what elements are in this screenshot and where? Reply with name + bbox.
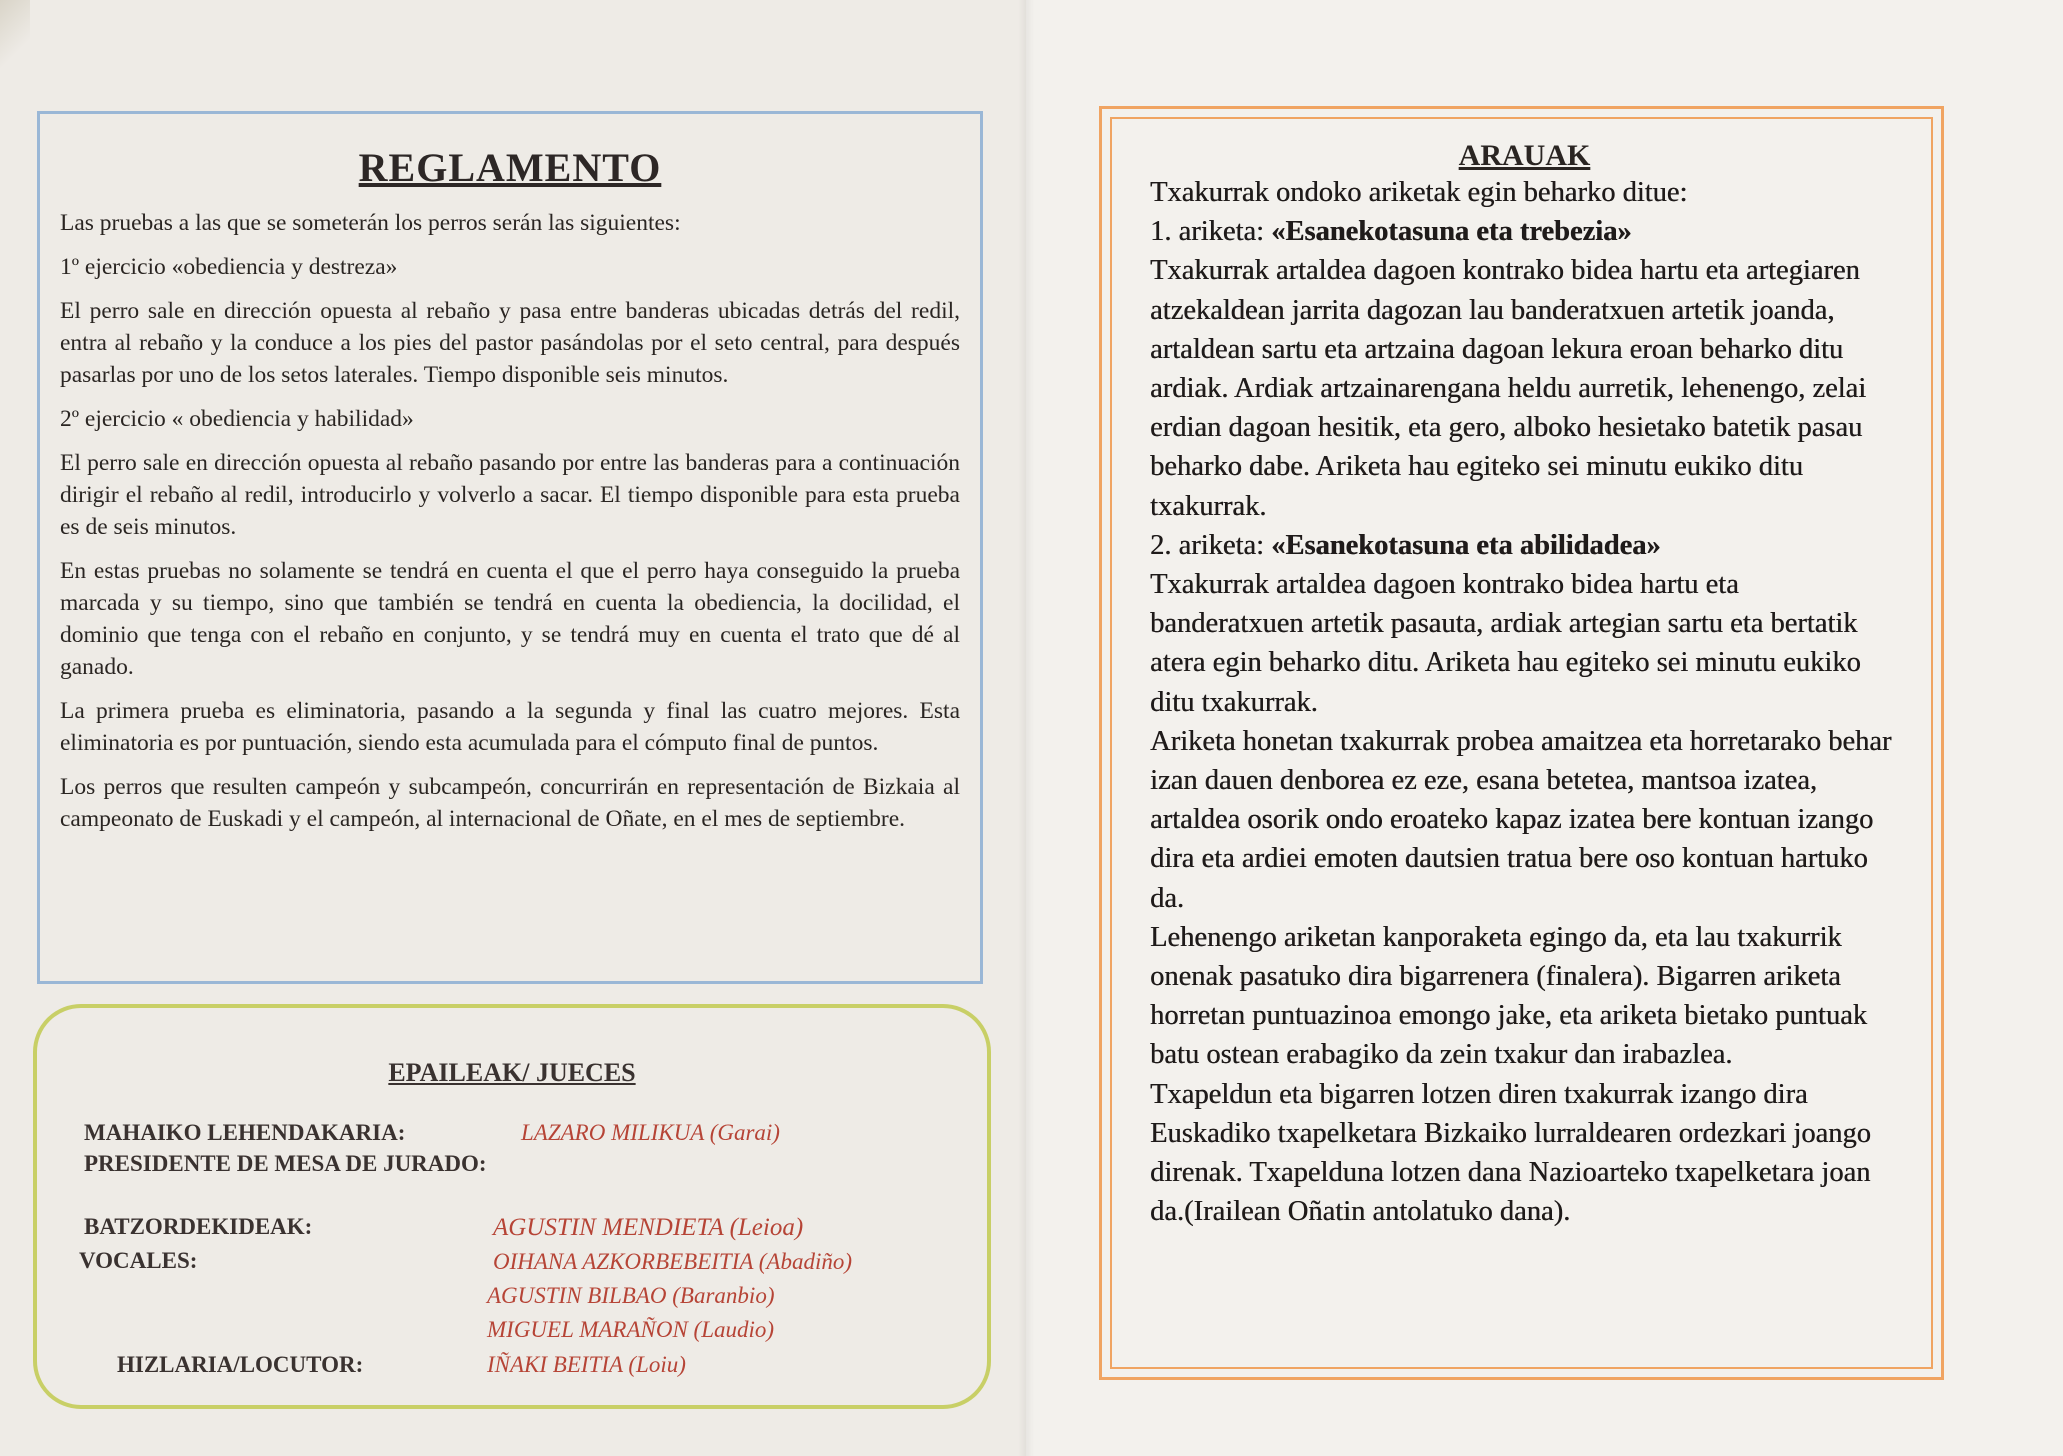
label-vocales-es: VOCALES: [79, 1248, 198, 1273]
ariketa-2-prefix: 2. ariketa: [1150, 529, 1272, 561]
ariketa-1-prefix: 1. ariketa: [1150, 216, 1272, 248]
eliminatoria-paragraph: La primera prueba es eliminatoria, pasando a la segunda y final las cuatro mejores. Esta eliminatoria es por puntuación, siendo esta acumulada para el cómputo final de puntos. [60, 698, 960, 756]
ejercicio-1-title: 1º ejercicio «obediencia y destreza» [60, 254, 398, 280]
label-presidente-es: PRESIDENTE DE MESA DE JURADO: [84, 1151, 487, 1176]
valoracion-paragraph: En estas pruebas no solamente se tendrá en cuenta el que el perro haya conseguido la prueba marcada y su tiempo, sino que también se tendrá en cuenta la obediencia, la docilidad, el dominio que tenga con el rebaño en conjunto, y se tendrá muy en cuenta el trato que dé al ganado. [60, 558, 960, 680]
paper-corner [0, 0, 30, 70]
jueces-title: EPAILEAK/ JUECES [388, 1058, 636, 1087]
txapeldunak-paragraph: Txapeldun eta bigarren lotzen diren txakurrak izango dira Euskadiko txapelketara Bizkaiko lurraldearen ordezkari joango direnak. Txapelduna lotzen dana Nazioarteko txapelketara joan da.(Irailean Oñatin antolatuko dana). [1150, 1078, 1871, 1228]
vocal-name: OIHANA AZKORBEBEITIA (Abadiño) [493, 1249, 853, 1274]
reglamento-box [37, 111, 983, 984]
page-fold [1018, 0, 1034, 1456]
label-vocales-eu: BATZORDEKIDEAK: [84, 1214, 313, 1239]
ejercicio-1-text: El perro sale en dirección opuesta al rebaño y pasa entre banderas ubicadas detrás del redil, entra al rebaño y la conduce a los pies del pastor pasándolas por el seto central, para después pasarlas por uno de los setos laterales. Tiempo disponible seis minutos. [60, 298, 960, 388]
ejercicio-2-title: 2º ejercicio « obediencia y habilidad» [60, 406, 414, 432]
label-presidente-eu: MAHAIKO LEHENDAKARIA: [84, 1120, 406, 1145]
ariketa-2-heading [1150, 526, 1899, 565]
ariketa-1-title: «Esanekotasuna eta trebezia» [1271, 216, 1632, 248]
ariketa-2-title: «Esanekotasuna eta abilidadea» [1271, 529, 1661, 561]
presidente-name: LAZARO MILIKUA (Garai) [521, 1120, 780, 1145]
arauak-box [1099, 106, 1944, 1380]
kanporaketa-paragraph: Lehenengo ariketan kanporaketa egingo da, eta lau txakurrik onenak pasatuko dira bigarrenera (finalera). Bigarren ariketa horretan puntuazinoa emongo jake, eta ariketa bietako puntuak batu ostean erabagiko da zein txakur dan irabazlea. [1150, 921, 1867, 1071]
arauak-title: ARAUAK [1458, 139, 1591, 172]
arauak-inner-frame [1110, 117, 1933, 1369]
jueces-box [33, 1004, 991, 1409]
balorazioa-paragraph: Ariketa honetan txakurrak probea amaitzea eta horretarako behar izan dauen denborea ez eze, esana betetea, mantsoa izatea, artaldea osorik ondo eroateko kapaz izatea bere kontuan izango dira eta ardiei emoten dautsien tratua bere oso kontuan hartuko da. [1150, 725, 1892, 914]
ariketa-1-heading [1150, 212, 1899, 251]
ariketa-2-text: Txakurrak artaldea dagoen kontrako bidea hartu eta banderatxuen artetik pasauta, ardiak artegian sartu eta bertatik atera egin beharko ditu. Ariketa hau egiteko sei minutu eukiko ditu txakurrak. [1150, 569, 1861, 718]
reglamento-title: REGLAMENTO [358, 145, 662, 190]
arauak-intro: Txakurrak ondoko ariketak egin beharko ditue: [1150, 177, 1688, 208]
vocal-name: AGUSTIN MENDIETA (Leioa) [493, 1214, 804, 1241]
vocal-name: AGUSTIN BILBAO (Baranbio) [487, 1283, 775, 1308]
arauak-body [1150, 173, 1899, 1231]
locutor-name: IÑAKI BEITIA (Loiu) [487, 1352, 686, 1377]
vocal-name: MIGUEL MARAÑON (Laudio) [487, 1317, 775, 1342]
ejercicio-2-text: El perro sale en dirección opuesta al rebaño pasando por entre las banderas para a continuación dirigir el rebaño al redil, introducirlo y volverlo a sacar. El tiempo disponible para esta prueba es de seis minutos. [60, 450, 960, 540]
label-locutor: HIZLARIA/LOCUTOR: [117, 1352, 364, 1377]
reglamento-intro: Las pruebas a las que se someterán los perros serán las siguientes: [60, 210, 681, 236]
campeones-paragraph: Los perros que resulten campeón y subcampeón, concurrirán en representación de Bizkaia al campeonato de Euskadi y el campeón, al internacional de Oñate, en el mes de septiembre. [60, 774, 960, 832]
ariketa-1-text: Txakurrak artaldea dagoen kontrako bidea hartu eta artegiaren atzekaldean jarrita dagozan lau banderatxuen artetik joanda, artaldean sartu eta artzaina dagoan lekura eroan beharko ditu ardiak. Ardiak artzainarengana heldu aurretik, lehenengo, zelai erdian dagoan hesitik, eta gero, alboko hesietako batetik pasau beharko dabe. Ariketa hau egiteko sei minutu eukiko ditu txakurrak. [1150, 255, 1867, 522]
